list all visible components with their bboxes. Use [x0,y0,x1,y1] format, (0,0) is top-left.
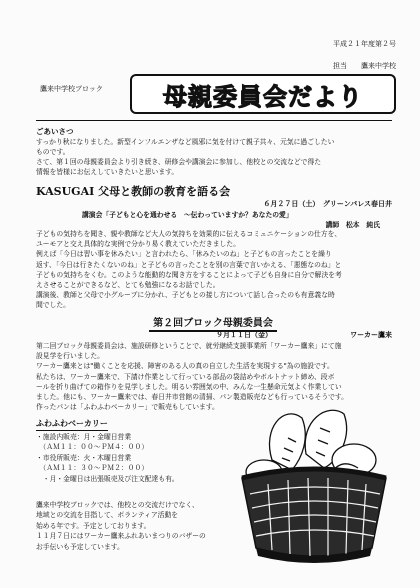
divider [36,120,392,121]
fuwa-line: 始める年です。予定としております。 [36,521,151,530]
fuwa-line: １１月７日にはワーカー鷹来ふれあいまつりのバザーの [36,532,206,541]
block2-heading [36,314,390,332]
kasugai-line: えさせることができるなど、とても勉強になるお話でした。 [36,281,220,290]
owner-line [333,62,396,71]
kasugai-lecture: 講演会「子どもと心を通わせる ～伝わっていますか？あなたの愛」 [82,211,293,219]
fuwa-line: 地域との交流を目指して、ボランティア活動を [36,511,179,520]
issue-number: 平成２１年度第２号 [333,40,396,48]
greeting-line: さて、第１回の母親委員会より引き続き、研修会や講演会に参加し、他校との交流などで得た [36,158,322,166]
block2-date: ９月１１日（金） [216,331,272,339]
fuwa-heading: ふわふわベーカリー [36,418,108,431]
fuwa-schedule-line: （ＡＭ１１：００～ＰＭ４：００） [36,443,149,452]
kasugai-line: 例えば「今日は習い事を休みたい」と言われたら、「休みたいのね」と子どもの言ったことを繰り [36,250,332,259]
kasugai-heading [36,183,390,199]
block2-line: ワーカー鷹来とは"働くことを応援、障害のある人の真の自立した生活を実現する"為の施設です。 [36,362,334,371]
block2-line: 設見学を行いました。 [36,352,104,361]
block2-line: 作ったパンは「ふわふわベーカリー」で販売もしています。 [36,403,219,412]
fuwa-schedule-line: ・市役所販売：火・木曜日営業 [36,453,132,462]
block2-line: 第二回ブロック母親委員会は、施設研修ということで、就労継続支援事業所「ワーカー鷹来」にて施 [36,342,342,350]
fuwa-schedule-line: （ＡＭ１１：３０～ＰＭ２：００） [36,464,149,473]
kasugai-line: 講演後、教師と父母で小グループに分かれ、子どもとの接し方について話し合ったのも有意義な時 [36,291,335,300]
basket-icon [242,469,386,563]
baguette-icon [269,414,305,470]
kasugai-line: 返す、「今日は行きたくないのね」と子どもの言ったことを別の言葉で言いかえる、「悪態なのね」と [36,260,342,269]
greeting-line: すっかり秋になりました。新型インフルエンザなど風邪に気を付けて親子共々、元気に過ごしたい [36,138,335,146]
block2-line: 私たちは、ワーカー鷹来で、下請け作業として行っている部品の袋詰めやボルトナット締め、段ボ [36,372,335,381]
block2-line: ました。他にも、ワーカー鷹来では、春日井市営館の清掃、パン製造販売なども行っているそうです。 [36,393,348,402]
greeting-heading: ごあいさつ [36,127,74,136]
kasugai-date-venue: ６月２７日（土） グリーンパレス春日井 [263,200,392,208]
kasugai-body [36,229,390,311]
kasugai-line: 子どもの気持ちをくむ。このような能動的な聞き方をすることによって子ども自身に自分で解決を考 [36,270,342,279]
greeting-line: ものです。 [36,148,70,156]
page-title: 母親委員会だより [163,82,363,111]
kasugai-line: 子どもの気持ちを聞き、親や教師など大人の気持ちを効果的に伝えるコミュニケーションの仕方を、 [36,230,342,238]
sender-name: 鷹来中学校ブロック [40,85,103,93]
block2-title: 第２回ブロック母親委員会 [149,314,277,332]
fuwa-line: 鷹来中学校ブロックでは、他校との交流だけでなく、 [36,501,199,509]
kasugai-lecturer: 講師 松本 純氏 [325,221,380,229]
fuwa-schedule-line: ・施設内販売：月・金曜日営業 [36,433,132,441]
kasugai-title: KASUGAI 父母と教師の教育を語る会 [36,185,231,198]
fuwa-line: お手伝いも予定しています。 [36,542,124,551]
kasugai-line: ユーモアと交え具体的な実例で分かり易く教えていただきました。 [36,240,240,249]
fuwa-body [36,500,226,552]
greeting-line: 情報を皆様にお伝えしていきたいと思います。 [36,168,179,176]
owner-school: 鷹来中学校 [361,62,396,70]
bread-basket-illustration [232,398,396,568]
block2-place: ワーカー鷹来 [350,331,392,339]
block2-line: ールを折り曲げての箱作りを見学しました。明るい雰囲気の中、みんな一生懸命元気よく作業してい [36,382,342,391]
greeting-body [36,137,390,177]
fuwa-schedule [36,432,226,484]
title-banner [130,74,396,114]
owner-label: 担当 [333,62,347,70]
kasugai-line: 間でした。 [36,301,70,310]
fuwa-schedule-line: ・月・金曜日は出張販売及び注文配達も有。 [36,474,179,483]
